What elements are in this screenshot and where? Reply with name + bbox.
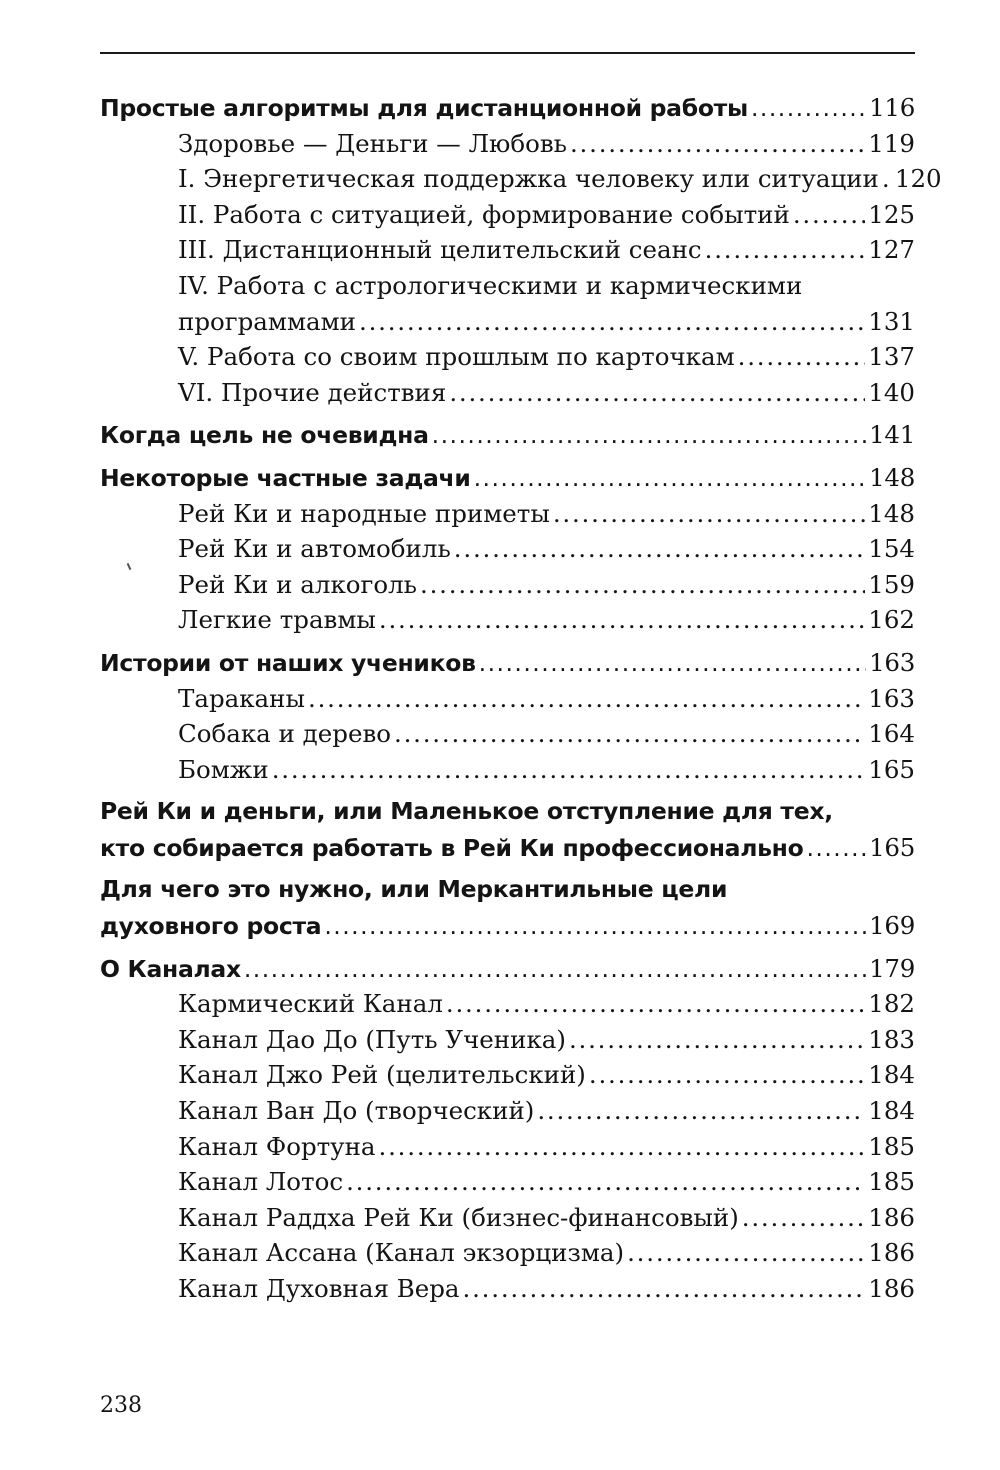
toc-section bbox=[100, 645, 915, 787]
entry-title: программами bbox=[178, 306, 356, 336]
page-ref: 154 bbox=[868, 534, 915, 564]
dot-leader bbox=[463, 1271, 866, 1307]
dot-leader bbox=[751, 91, 866, 127]
page-ref: 148 bbox=[868, 498, 915, 528]
dot-leader bbox=[570, 126, 865, 162]
dot-leader bbox=[882, 161, 892, 197]
toc-subentry-line bbox=[100, 1164, 915, 1200]
toc-subentry-line bbox=[100, 268, 915, 304]
toc-section-line bbox=[100, 645, 915, 681]
toc-subentry-line bbox=[100, 752, 915, 788]
entry-title: Канал Духовная Вера bbox=[178, 1274, 460, 1303]
toc-subentry-line bbox=[100, 1093, 915, 1129]
entry-title: IV. Работа с астрологическими и кармическими bbox=[178, 270, 803, 300]
entry-title: Рей Ки и алкоголь bbox=[178, 569, 418, 599]
page-ref: 165 bbox=[868, 754, 915, 784]
page-ref: 116 bbox=[869, 93, 915, 122]
toc-section bbox=[100, 794, 915, 865]
toc-subentry-line bbox=[100, 304, 915, 340]
dot-leader bbox=[627, 1235, 865, 1271]
dot-leader bbox=[272, 752, 866, 788]
dot-leader bbox=[324, 909, 866, 945]
toc-section-line bbox=[100, 417, 915, 453]
dot-leader bbox=[806, 831, 866, 867]
entry-title: Рей Ки и народные приметы bbox=[178, 498, 550, 528]
entry-title: Здоровье — Деньги — Любовь bbox=[178, 128, 567, 158]
section-title: Рей Ки и деньги, или Маленькое отступление для тех, bbox=[100, 797, 833, 826]
entry-title: Тараканы bbox=[178, 683, 305, 713]
page-ref: 137 bbox=[868, 342, 915, 372]
entry-title: Канал Лотос bbox=[178, 1167, 344, 1197]
page-ref: 148 bbox=[869, 462, 915, 492]
dot-leader bbox=[589, 1057, 865, 1093]
dot-leader bbox=[308, 681, 865, 717]
page-number: 238 bbox=[100, 1393, 142, 1418]
entry-title: III. Дистанционный целительский сеанс bbox=[178, 235, 702, 265]
page-ref: 185 bbox=[868, 1131, 915, 1161]
section-title: духовного роста bbox=[100, 912, 322, 941]
toc-subentry-line bbox=[100, 567, 915, 603]
dot-leader bbox=[705, 232, 866, 268]
page-ref: 186 bbox=[868, 1274, 915, 1303]
entry-title: Канал Дао До (Путь Ученика) bbox=[178, 1024, 566, 1054]
dot-leader bbox=[432, 418, 866, 454]
entry-title: Канал Джо Рей (целительский) bbox=[178, 1060, 586, 1090]
page-ref: 164 bbox=[868, 719, 915, 749]
dot-leader bbox=[537, 1093, 865, 1129]
page-ref: 119 bbox=[868, 128, 915, 158]
entry-title: II. Работа с ситуацией, формирование событий bbox=[178, 199, 790, 229]
toc-section bbox=[100, 951, 915, 1307]
page-ref: 125 bbox=[868, 199, 915, 229]
entry-title: V. Работа со своим прошлым по карточкам bbox=[178, 342, 735, 372]
section-title: Простые алгоритмы для дистанционной работы bbox=[100, 94, 748, 122]
toc-section-line bbox=[100, 872, 915, 908]
toc-subentry-line bbox=[100, 986, 915, 1022]
page-ref: 140 bbox=[868, 377, 915, 407]
header-rule bbox=[100, 52, 915, 54]
toc-subentry-line bbox=[100, 1057, 915, 1093]
page-ref: 183 bbox=[868, 1024, 915, 1054]
toc-subentry-line bbox=[100, 1200, 915, 1236]
page-ref: 186 bbox=[868, 1202, 915, 1232]
dot-leader bbox=[479, 646, 866, 682]
page-ref: 179 bbox=[869, 953, 915, 983]
entry-title: Канал Раддха Рей Ки (бизнес-финансовый) bbox=[178, 1202, 739, 1232]
page-ref: 165 bbox=[869, 832, 915, 862]
toc-subentry-line bbox=[100, 161, 942, 197]
page-ref: 182 bbox=[868, 989, 915, 1019]
page-ref: 185 bbox=[868, 1167, 915, 1197]
toc-section-line bbox=[100, 908, 915, 944]
page-ref: 162 bbox=[868, 605, 915, 635]
toc-section bbox=[100, 460, 915, 638]
toc-subentry-line bbox=[100, 232, 915, 268]
page-ref: 163 bbox=[869, 647, 915, 677]
page-ref: 186 bbox=[868, 1238, 915, 1268]
toc-subentry-line bbox=[100, 126, 915, 162]
dot-leader bbox=[569, 1022, 865, 1058]
section-title: О Каналах bbox=[100, 954, 241, 983]
toc-section bbox=[100, 417, 915, 453]
entry-title: I. Энергетическая поддержка человеку или ситуации bbox=[178, 164, 879, 194]
dot-leader bbox=[244, 952, 866, 988]
toc-subentry-line bbox=[100, 339, 915, 375]
toc-section-line bbox=[100, 90, 915, 126]
toc-section bbox=[100, 872, 915, 943]
dot-leader bbox=[793, 197, 865, 233]
dot-leader bbox=[346, 1164, 865, 1200]
section-title: Для чего это нужно, или Меркантильные цели bbox=[100, 875, 728, 904]
toc-subentry-line bbox=[100, 716, 915, 752]
page-ref: 163 bbox=[868, 683, 915, 713]
section-title: Некоторые частные задачи bbox=[100, 463, 471, 492]
section-title: Истории от наших учеников bbox=[100, 648, 476, 677]
toc-subentry-line bbox=[100, 1235, 915, 1271]
page-ref: 184 bbox=[868, 1096, 915, 1126]
toc-subentry-line bbox=[100, 1022, 915, 1058]
toc-section-line bbox=[100, 794, 915, 830]
entry-title: Легкие травмы bbox=[178, 605, 376, 635]
dot-leader bbox=[394, 716, 865, 752]
toc-subentry-line bbox=[100, 1271, 915, 1307]
toc-subentry-line bbox=[100, 1129, 915, 1165]
toc-section-line bbox=[100, 830, 915, 866]
dot-leader bbox=[738, 339, 866, 375]
page-ref: 169 bbox=[869, 911, 915, 941]
dot-leader bbox=[420, 567, 865, 603]
toc-subentry-line bbox=[100, 602, 915, 638]
entry-title: Канал Ассана (Канал экзорцизма) bbox=[178, 1238, 625, 1268]
entry-title: Кармический Канал bbox=[178, 989, 443, 1019]
page-ref: 127 bbox=[868, 235, 915, 265]
dot-leader bbox=[454, 531, 865, 567]
entry-title: Канал Ван До (творческий) bbox=[178, 1096, 535, 1126]
dot-leader bbox=[379, 602, 865, 638]
toc-subentry-line bbox=[100, 197, 915, 233]
entry-title: Собака и дерево bbox=[178, 719, 391, 749]
dot-leader bbox=[474, 461, 867, 497]
toc-section bbox=[100, 90, 942, 410]
section-title: Когда цель не очевидна bbox=[100, 421, 429, 450]
dot-leader bbox=[446, 986, 865, 1022]
dot-leader bbox=[379, 1129, 866, 1165]
table-of-contents bbox=[100, 90, 942, 1314]
page-ref: 120 bbox=[894, 164, 942, 194]
dot-leader bbox=[449, 375, 865, 411]
toc-subentry-line bbox=[100, 531, 915, 567]
entry-title: Канал Фортуна bbox=[178, 1131, 376, 1161]
toc-section-line bbox=[100, 460, 915, 496]
entry-title: Бомжи bbox=[178, 754, 269, 784]
dot-leader bbox=[553, 496, 865, 532]
toc-section-line bbox=[100, 951, 915, 987]
page-ref: 184 bbox=[868, 1060, 915, 1090]
toc-subentry-line bbox=[100, 496, 915, 532]
entry-title: Рей Ки и автомобиль bbox=[178, 534, 451, 564]
section-title: кто собирается работать в Рей Ки профессионально bbox=[100, 833, 804, 862]
toc-subentry-line bbox=[100, 681, 915, 717]
dot-leader bbox=[742, 1200, 865, 1236]
page-ref: 159 bbox=[868, 569, 915, 599]
dot-leader bbox=[359, 304, 865, 340]
page-ref: 141 bbox=[869, 420, 915, 450]
toc-subentry-line bbox=[100, 375, 915, 411]
entry-title: VI. Прочие действия bbox=[178, 377, 447, 407]
page-ref: 131 bbox=[868, 306, 915, 336]
